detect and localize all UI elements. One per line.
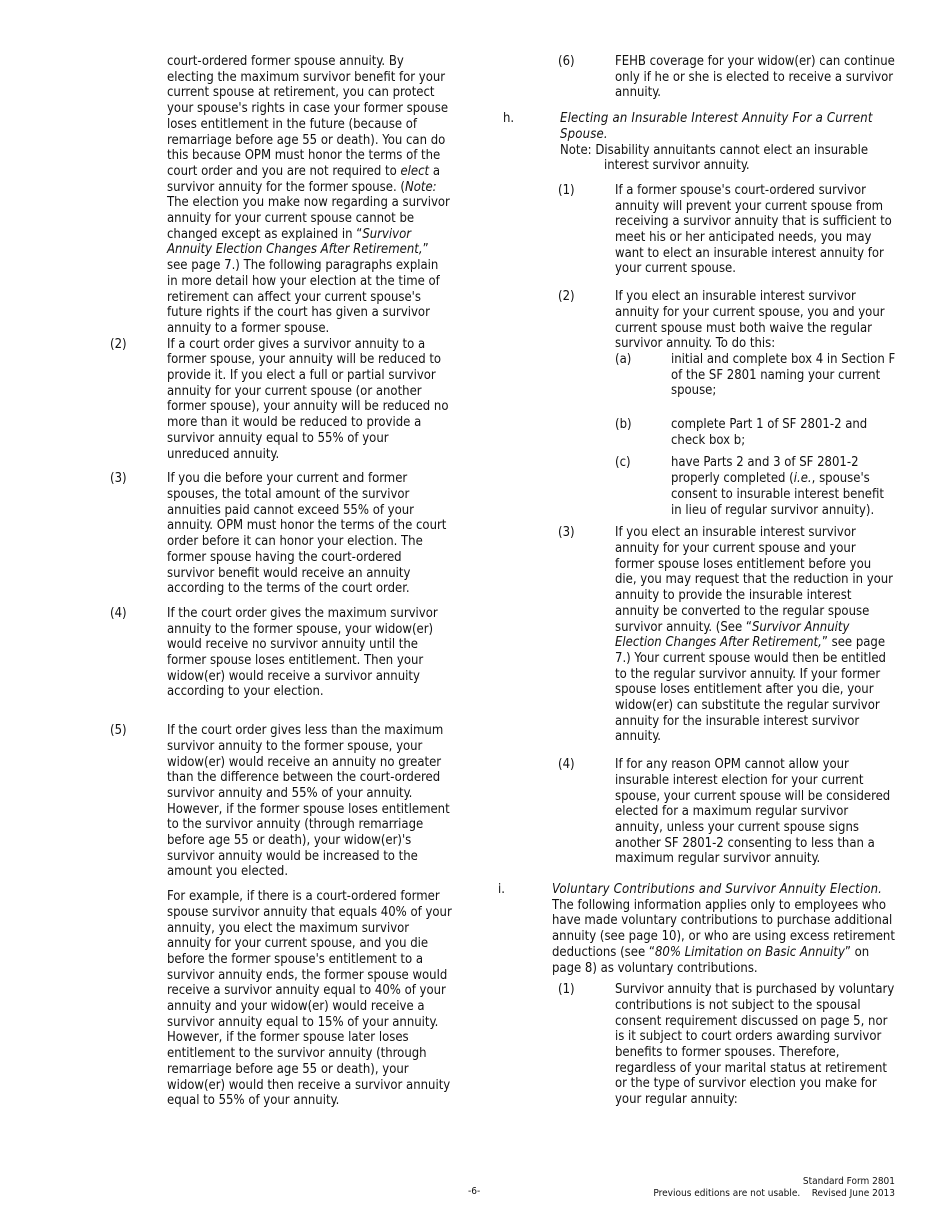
continued-paragraph: court-ordered former spouse annuity. By electing the maximum survivor benefit for your current spouse at retirement, you can protect your spouse's rights in case your former spouse loses entitlement in the future (because of remarriage before age 55 or death). You can do this because OPM must honor the terms of the court order and you are not required to elect a survivor annuity for the former spouse. (Note: The election you make now regarding a survivor annuity for your current spouse cannot be changed except as explained in “Survivor Annuity Election Changes After Retirement,” see page 7.) The following paragraphs explain in more detail how your election at the time of retirement can affect your current spouse's future rights if the court has given a survivor annuity to a former spouse.	[167, 54, 450, 336]
list-item: (1) If a former spouse's court-ordered survivor annuity will prevent your current spouse from receiving a survivor annuity that is sufficient to meet his or her anticipated needs, you may want to elect an insurable interest annuity for your current spouse.	[558, 182, 892, 277]
list-item: (1) Survivor annuity that is purchased by voluntary contributions is not subject to the spousal consent requirement discussed on page 5, nor is it subject to court orders awarding survivor benefits to former spouses. Therefore, regardless of your marital status at retirement or the type of survivor election you make for your regular annuity:	[558, 982, 895, 1108]
form-name: Standard Form 2801	[802, 1176, 895, 1187]
sub-list-item: (a) initial and complete box 4 in Section F of the SF 2801 naming your current spouse;	[615, 351, 896, 399]
section-i	[498, 882, 896, 1108]
section-h-note: Note: Disability annuitants cannot elect an insurable interest survivor annuity.	[560, 142, 869, 174]
list-item: (4) If for any reason OPM cannot allow your insurable interest election for your current spouse, your current spouse will be considered elected for a maximum regular survivor annuity, unless your current spouse signs another SF 2801-2 consenting to less than a maximum regular survivor annuity.	[558, 757, 891, 867]
list-item: (2) If you elect an insurable interest survivor annuity for your current spouse, you and your current spouse must both waive the regular survivor annuity. To do this:	[558, 289, 885, 352]
list-item: (2) If a court order gives a survivor annuity to a former spouse, your annuity will be reduced to provide it. If you elect a full or partial survivor annuity for your current spouse (or another former spouse), your annuity will be reduced no more than it would be reduced to provide a survivor annuity equal to 55% of your unreduced annuity.	[110, 336, 449, 462]
form-footer	[653, 1176, 895, 1200]
section-h	[503, 111, 896, 867]
list-item: (3) If you die before your current and former spouses, the total amount of the survivor annuities paid cannot exceed 55% of your annuity. OPM must honor the terms of the court order before it can honor your election. The former spouse having the court-ordered survivor benefit would receive an annuity according to the terms of the court order.	[110, 471, 447, 597]
sub-list-item: (b) complete Part 1 of SF 2801-2 and check box b;	[615, 417, 868, 448]
right-column	[498, 54, 896, 1108]
sub-list	[615, 352, 896, 518]
list-item: (3) If you elect an insurable interest survivor annuity for your current spouse and your former spouse loses entitlement before you die, you may request that the reduction in your annuity to provide the insurable interest annuity be converted to the regular spouse survivor annuity. (See “Survivor Annuity Election Changes After Retirement,” see page 7.) Your current spouse would then be entitled to the regular survivor annuity. If your former spouse loses entitlement after you die, your widow(er) can substitute the regular survivor annuity for the insurable interest survivor annuity.	[558, 525, 893, 745]
revision-date: Revised June 2013	[811, 1188, 895, 1199]
section-h-heading: h. Electing an Insurable Interest Annuity For a Current Spouse.	[503, 111, 873, 142]
list-item: (4) If the court order gives the maximum survivor annuity to the former spouse, your widow(er) would receive no survivor annuity until the former spouse loses entitlement. Then your widow(er) would receive a survivor annuity according to your election.	[110, 605, 438, 700]
editions-note: Previous editions are not usable.	[653, 1188, 801, 1199]
section-i-heading: i. Voluntary Contributions and Survivor Annuity Election.	[498, 882, 883, 898]
list-item: (6) FEHB coverage for your widow(er) can continue only if he or she is elected to receive a survivor annuity.	[558, 54, 895, 101]
example-paragraph: For example, if there is a court-ordered former spouse survivor annuity that equals 40% of your annuity, you elect the maximum survivor annuity for your current spouse, and you die before the former spouse's entitlement to a survivor annuity ends, the former spouse would receive a survivor annuity equal to 40% of your annuity and your widow(er) would receive a survivor annuity equal to 15% of your annuity. However, if the former spouse later loses entitlement to the survivor annuity (through remarriage before age 55 or death), your widow(er) would then receive a survivor annuity equal to 55% of your annuity.	[167, 889, 452, 1109]
sub-list-item: (c) have Parts 2 and 3 of SF 2801-2 properly completed (i.e., spouse's consent to insurable interest benefit in lieu of regular survivor annuity).	[615, 455, 884, 518]
list-item: (5) If the court order gives less than the maximum survivor annuity to the former spouse, your widow(er) would receive an annuity no greater than the difference between the court-ordered survivor annuity and 55% of your annuity. However, if the former spouse loses entitlement to the survivor annuity (through remarriage before age 55 or death), your widow(er)'s survivor annuity would be increased to the amount you elected.	[110, 723, 450, 880]
section-i-intro: The following information applies only to employees who have made voluntary contributions to purchase additional annuity (see page 10), or who are using excess retirement deductions (see “80% Limitation on Basic Annuity” on page 8) as voluntary contributions.	[552, 897, 895, 976]
left-column	[110, 54, 452, 1109]
page-number: -6-	[468, 1186, 481, 1197]
